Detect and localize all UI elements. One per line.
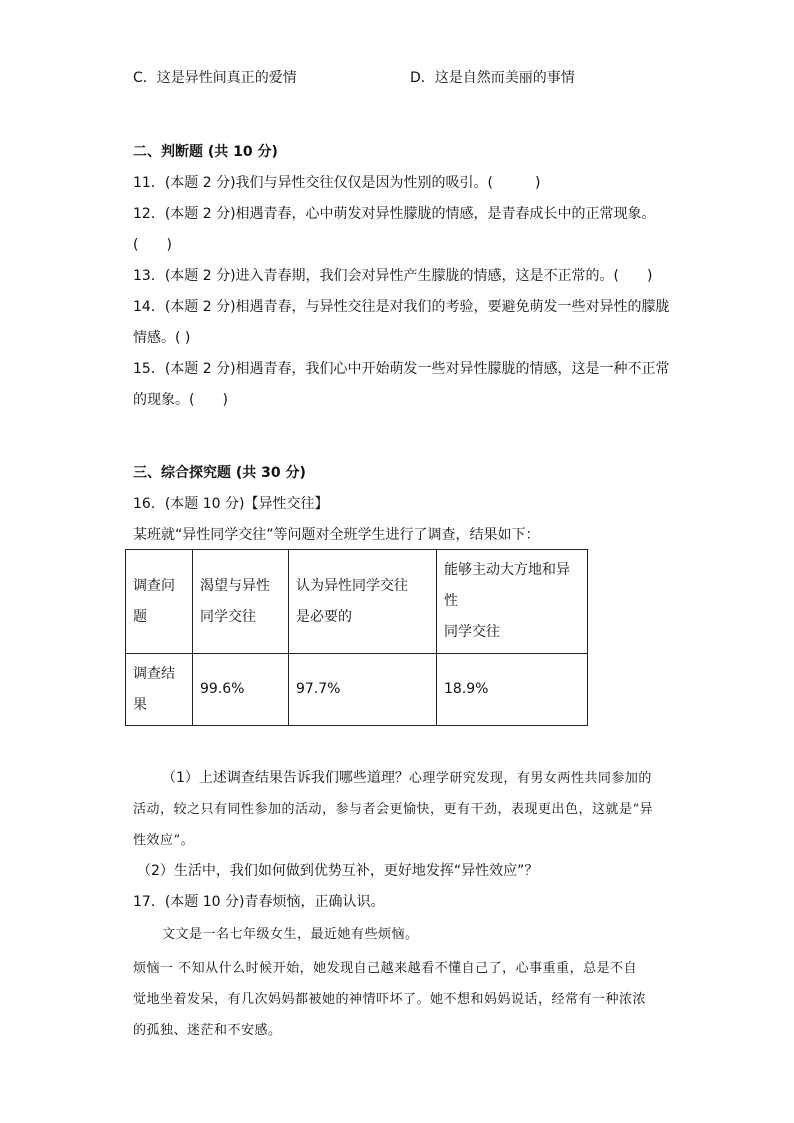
question-16-part1-material: 心理学研究发现，有男女两性共同参加的 bbox=[408, 771, 652, 786]
table-cell: 18.9% bbox=[437, 654, 588, 726]
table-cell: 能够主动大方地和异 性 同学交往 bbox=[437, 550, 588, 654]
question-17-material-line4: 的孤独、迷茫和不安感。 bbox=[133, 1023, 282, 1038]
table-cell: 渴望与异性 同学交往 bbox=[193, 550, 289, 654]
survey-table bbox=[125, 549, 588, 726]
question-11: 11．(本题 2 分)我们与异性交往仅仅是因为性别的吸引。( ) bbox=[133, 175, 541, 191]
table-cell: 认为异性同学交往 是必要的 bbox=[289, 550, 437, 654]
question-16-part1-line3: 性效应”。 bbox=[133, 833, 195, 848]
question-17-material-line2: 烦恼一 不知从什么时候开始，她发现自己越来越看不懂自己了，心事重重，总是不自 bbox=[133, 961, 638, 976]
option-d: D．这是自然而美丽的事情 bbox=[410, 70, 575, 86]
question-13: 13．(本题 2 分)进入青春期，我们会对异性产生朦胧的情感，这是不正常的。( ) bbox=[133, 268, 653, 284]
question-15-line2: 的现象。( ) bbox=[133, 392, 228, 408]
question-12-line1: 12．(本题 2 分)相遇青春，心中萌发对异性朦胧的情感，是青春成长中的正常现象。 bbox=[133, 206, 656, 222]
table-cell: 调查问 题 bbox=[126, 550, 193, 654]
question-17-material-line3: 觉地坐着发呆，有几次妈妈都被她的神情吓坏了。她不想和妈妈说话，经常有一种浓浓 bbox=[133, 992, 647, 1007]
question-16-part2: （2）生活中，我们如何做到优势互补，更好地发挥“异性效应”？ bbox=[137, 863, 539, 879]
question-14-line2: 情感。( ) bbox=[133, 330, 191, 346]
section2-heading: 二、判断题 (共 10 分) bbox=[133, 144, 278, 160]
option-c: C．这是异性间真正的爱情 bbox=[133, 70, 297, 86]
table-cell: 97.7% bbox=[289, 654, 437, 726]
question-16-title: 16．(本题 10 分)【异性交往】 bbox=[133, 496, 329, 512]
question-16-part1-line2: 活动，较之只有同性参加的活动，参与者会更愉快，更有干劲，表现更出色，这就是“异 bbox=[133, 802, 654, 817]
table-row bbox=[126, 654, 588, 726]
section3-heading: 三、综合探究题 (共 30 分) bbox=[133, 465, 306, 481]
question-14-line1: 14．(本题 2 分)相遇青春，与异性交往是对我们的考验，要避免萌发一些对异性的朦胧 bbox=[133, 299, 670, 315]
question-16-intro: 某班就“异性同学交往”等问题对全班学生进行了调查，结果如下： bbox=[133, 527, 540, 543]
table-cell: 99.6% bbox=[193, 654, 289, 726]
question-17-title: 17．(本题 10 分)青春烦恼，正确认识。 bbox=[133, 894, 385, 910]
question-16-part1-prompt: （1）上述调查结果告诉我们哪些道理？ bbox=[162, 770, 409, 786]
question-15-line1: 15．(本题 2 分)相遇青春，我们心中开始萌发一些对异性朦胧的情感，这是一种不正常 bbox=[133, 361, 670, 377]
table-cell: 调查结 果 bbox=[126, 654, 193, 726]
table-header-row bbox=[126, 550, 588, 654]
question-12-line2: ( ) bbox=[133, 237, 172, 253]
question-17-material-line1: 文文是一名七年级女生，最近她有些烦恼。 bbox=[162, 927, 419, 942]
question-16-part1-line1 bbox=[162, 767, 652, 787]
